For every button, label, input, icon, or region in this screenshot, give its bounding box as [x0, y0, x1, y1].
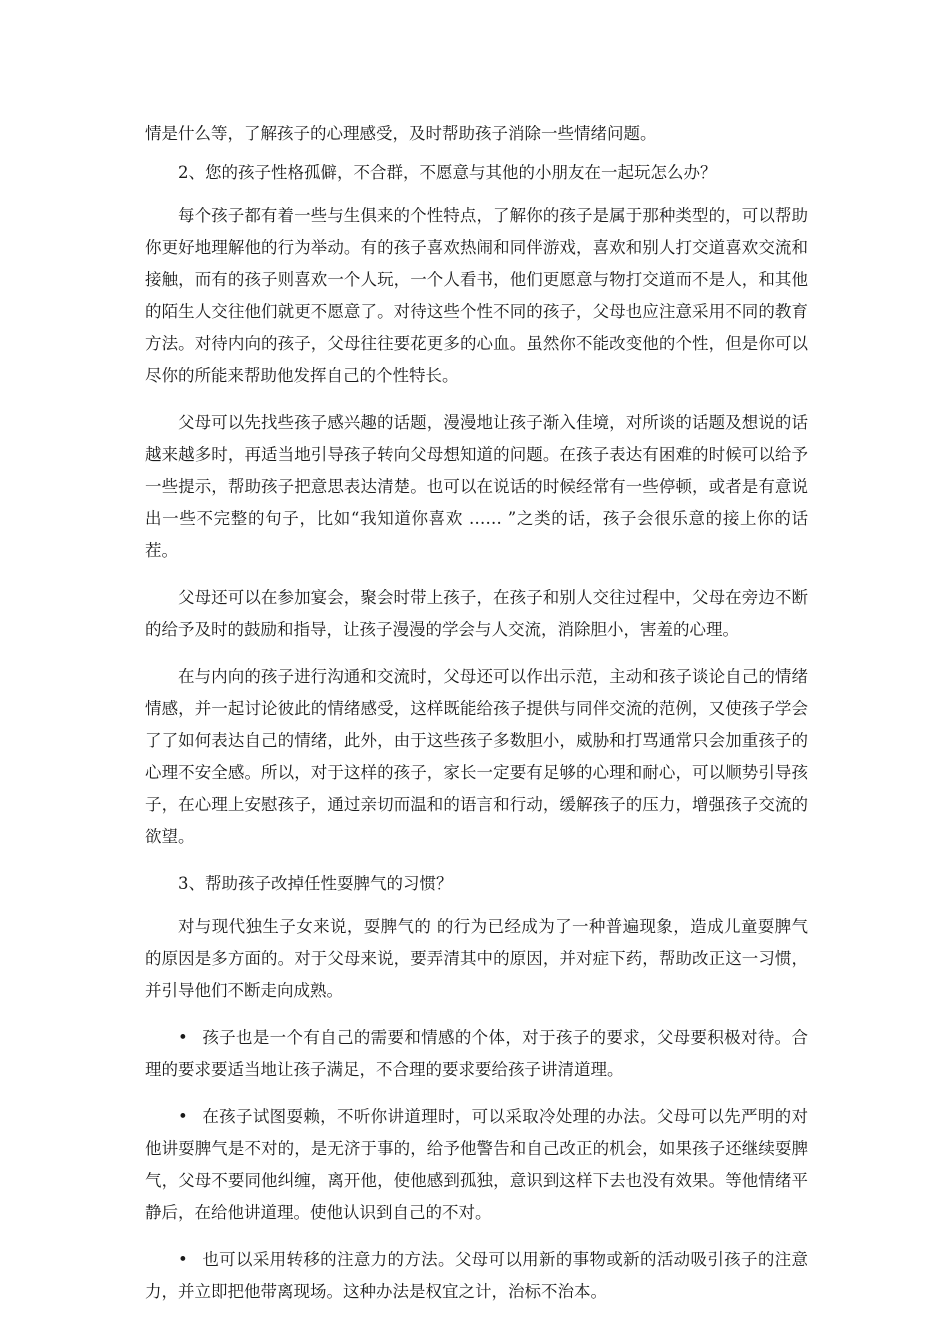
paragraph-topics: 父母可以先找些孩子感兴趣的话题，漫漫地让孩子渐入佳境，对所谈的话题及想说的话越来越多时，再适当地引导孩子转向父母想知道的问题。在孩子表达有困难的时候可以给予一些提示，帮助孩子把意思表达清楚。也可以在说话的时候经常有一些停顿，或者是有意说出一些不完整的句子，比如“我知道你喜欢 …… ”之类的话，孩子会很乐意的接上你的话茬。	[145, 413, 808, 560]
paragraph-temper: 对与现代独生子女来说，耍脾气的 的行为已经成为了一种普遍现象，造成儿童耍脾气的原因是多方面的。对于父母来说，要弄清其中的原因，并对症下药，帮助改正这一习惯，并引导他们不断走向成熟。	[145, 917, 808, 1000]
paragraph-continuation: 情是什么等，了解孩子的心理感受，及时帮助孩子消除一些情绪问题。	[145, 124, 657, 143]
bullet-icon: •	[178, 1107, 188, 1126]
bullet-text: 在孩子试图耍赖，不听你讲道理时，可以采取冷处理的办法。父母可以先严明的对他讲耍脾气是不对的，是无济于事的，给予他警告和自己改正的机会，如果孩子还继续耍脾气，父母不要同他纠缠，离开他，使他感到孤独，意识到这样下去也没有效果。等他情绪平静后，在给他讲道理。使他认识到自己的不对。	[145, 1107, 808, 1222]
bullet-icon: •	[178, 1028, 188, 1047]
bullet-item	[145, 1244, 808, 1308]
question-heading-2: 2、您的孩子性格孤僻，不合群，不愿意与其他的小朋友在一起玩怎么办？	[178, 163, 717, 182]
paragraph-personality: 每个孩子都有着一些与生俱来的个性特点，了解你的孩子是属于那种类型的，可以帮助你更好地理解他的行为举动。有的孩子喜欢热闹和同伴游戏，喜欢和别人打交道喜欢交流和接触，而有的孩子则喜欢一个人玩，一个人看书，他们更愿意与物打交道而不是人，和其他的陌生人交往他们就更不愿意了。对待这些个性不同的孩子，父母也应注意采用不同的教育方法。对待内向的孩子，父母往往要花更多的心血。虽然你不能改变他的个性，但是你可以尽你的所能来帮助他发挥自己的个性特长。	[145, 206, 808, 385]
bullet-text: 孩子也是一个有自己的需要和情感的个体，对于孩子的要求，父母要积极对待。合理的要求要适当地让孩子满足，不合理的要求要给孩子讲清道理。	[145, 1028, 808, 1079]
question-heading-3: 3、帮助孩子改掉任性耍脾气的习惯？	[178, 874, 453, 893]
paragraph-demonstrate: 在与内向的孩子进行沟通和交流时，父母还可以作出示范，主动和孩子谈论自己的情绪情感，并一起讨论彼此的情绪感受，这样既能给孩子提供与同伴交流的范例，又使孩子学会了了如何表达自己的情绪，此外，由于这些孩子多数胆小，威胁和打骂通常只会加重孩子的心理不安全感。所以，对于这样的孩子，家长一定要有足够的心理和耐心，可以顺势引导孩子，在心理上安慰孩子，通过亲切而温和的语言和行动，缓解孩子的压力，增强孩子交流的欲望。	[145, 667, 808, 846]
paragraph-parties: 父母还可以在参加宴会，聚会时带上孩子，在孩子和别人交往过程中，父母在旁边不断的给予及时的鼓励和指导，让孩子漫漫的学会与人交流，消除胆小，害羞的心理。	[145, 588, 808, 639]
bullet-item	[145, 1022, 808, 1086]
bullet-item	[145, 1101, 808, 1229]
bullet-text: 也可以采用转移的注意力的方法。父母可以用新的事物或新的活动吸引孩子的注意力，并立即把他带离现场。这种办法是权宜之计，治标不治本。	[145, 1250, 808, 1301]
bullet-icon: •	[178, 1250, 188, 1269]
document-page	[145, 118, 808, 1308]
